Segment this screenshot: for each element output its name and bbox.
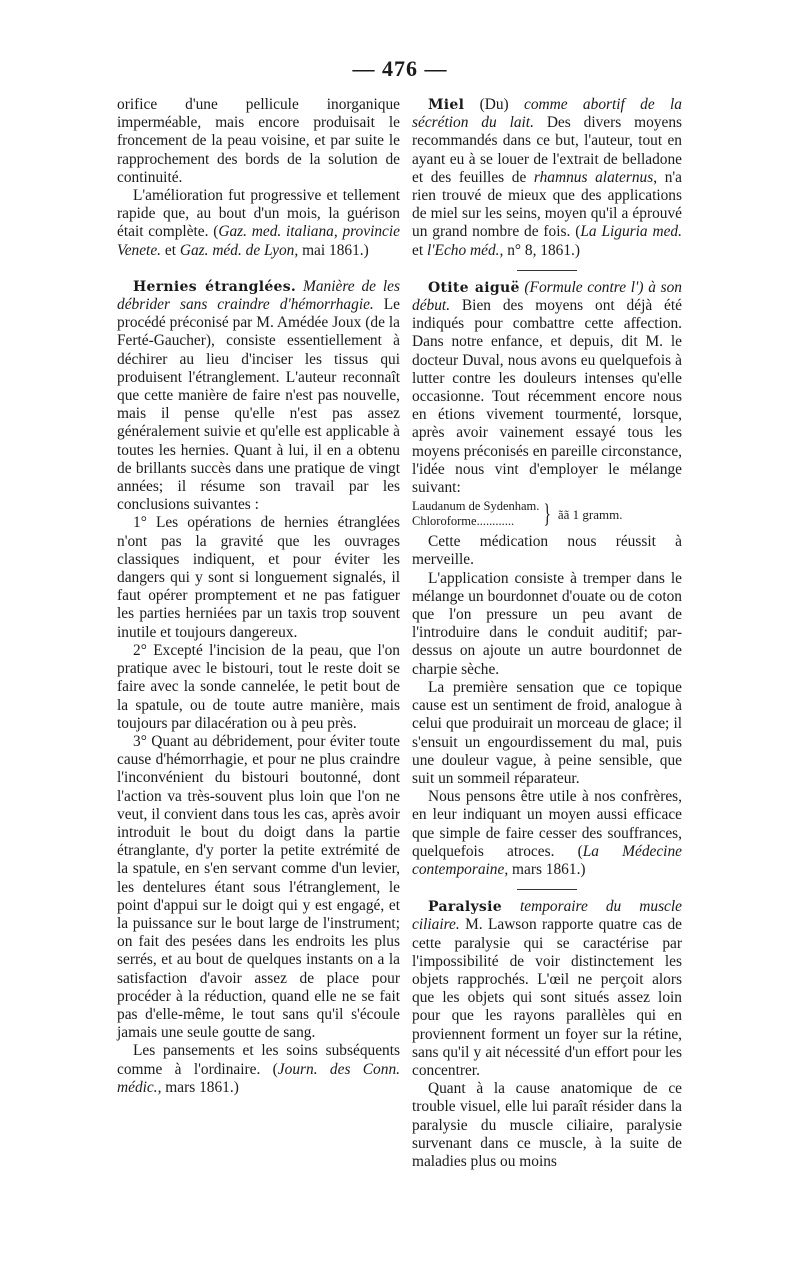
- heading-otite: Otite aiguë: [428, 279, 520, 296]
- paragraph-medication: Cette médication nous réussit à merveille.: [412, 533, 682, 569]
- conclusion-4: Les pansements et les soins subséquents comme à l'ordinaire. (Journ. des Conn. médic., mars 1861.): [117, 1042, 400, 1096]
- conclusion-1: 1° Les opérations de hernies étranglées n'ont pas la gravité que les ouvrages classiques indiquent, et pour éviter les dangers qui y sont si longuement signalés, il faut opérer promptement et ne pas fatiguer les parties herniées par un taxis trop souvent inutile et toujours dangereux.: [117, 514, 400, 641]
- paragraph-continuation: orifice d'une pellicule inorganique imperméable, mais encore produisait le froncement de la peau voisine, et par suite le rapprochement des bords de la solution de continuité.: [117, 96, 400, 186]
- prescription-formula: [412, 499, 682, 529]
- paragraph-amelioration: L'amélioration fut progressive et tellement rapide que, au bout d'un mois, la guérison était complète. (Gaz. med. italiana, provincie Venete. et Gaz. méd. de Lyon, mai 1861.): [117, 187, 400, 259]
- paragraph-conclusion: Nous pensons être utile à nos confrères, en leur indiquant un moyen aussi efficace que simple de faire cesser des souffrances, quelquefois atroces. (La Médecine contemporaine, mars 1861.): [412, 788, 682, 878]
- conclusion-3: 3° Quant au débridement, pour éviter toute cause d'hémorrhagie, et pour ne plus craindre l'inconvénient du bistouri boutonné, dont l'action va très-souvent plus loin que l'on ne veut, il convient dans tous les cas, après avoir introduit le bout du doigt dans la partie étranglante, d'y porter la petite extrémité de la spatule, en s'en servant comme d'un levier, les dentelures étant sous l'étranglement, le point d'appui sur le doigt qui y est engagé, et la puissance sur le bout large de l'instrument; on fait des pesées dans les endroits les plus serrés, et au bout de quelques instants on a la satisfaction d'avoir assez de place pour procéder à la réduction, quand elle ne se fait pas d'elle-même, le tout sans qu'il s'écoule jamais une seule goutte de sang.: [117, 732, 400, 1042]
- article-paralysie: Paralysie temporaire du muscle ciliaire. M. Lawson rapporte quatre cas de cette paralysie qui se caractérise par l'impossibilité de voir distinctement les objets rapprochés. L'œil ne perçoit alors que les objets qui sont situés assez loin pour que les rayons parallèles qui en proviennent forment un foyer sur la rétine, sans qu'il y ait nécessité d'un effort pour les concentrer.: [412, 898, 682, 1079]
- formula-item-laudanum: Laudanum de Sydenham.: [412, 499, 540, 514]
- left-column: [117, 96, 400, 1097]
- brace-symbol: }: [543, 499, 552, 529]
- formula-dose: ãã 1 gramm.: [557, 506, 623, 522]
- conclusion-2: 2° Excepté l'incision de la peau, que l'on pratique avec le bistouri, tout le reste doit se faire avec la sonde cannelée, le petit bout de la spatule, ou de toute autre manière, mais toujours par dilacération ou à peu près.: [117, 641, 400, 732]
- separator-rule: [517, 270, 577, 271]
- formula-item-chloroforme: Chloroforme............: [412, 514, 515, 529]
- separator-rule-2: [517, 889, 577, 890]
- paragraph-sensation: La première sensation que ce topique cause est un sentiment de froid, analogue à celui que produirait un morceau de glace; il s'ensuit un engourdissement du mal, puis une douleur vague, à peine sensible, que suit un sommeil réparateur.: [412, 678, 682, 787]
- heading-hernies: Hernies étranglées.: [133, 278, 297, 295]
- paragraph-application: L'application consiste à tremper dans le mélange un bourdonnet d'ouate ou de coton que l'on pressure un peu avant de l'introduire dans le conduit auditif; par-dessus on ajoute un autre bourdonnet de charpie sèche.: [412, 569, 682, 678]
- article-hernies: Hernies étranglées. Manière de les débrider sans craindre d'hémorrhagie. Le procédé préconisé par M. Amédée Joux (de la Ferté-Gaucher), consiste essentiellement à déchirer au lieu d'inciser les tissus qui produisent l'étranglement. L'auteur reconnaît que cette manière de faire n'est pas nouvelle, mais il pense qu'elle n'est pas assez généralement suivie et qu'elle est applicable à toutes les hernies. Quant à lui, il en a obtenu de brillants succès dans une pratique de vingt années; il résume son travail par les conclusions suivantes :: [117, 277, 400, 514]
- heading-miel: Miel: [428, 97, 465, 113]
- heading-paralysie: Paralysie: [428, 899, 502, 916]
- article-otite: Otite aiguë (Formule contre l') à son début. Bien des moyens ont déjà été indiqués pour combattre cette affection. Dans notre enfance, et depuis, dit M. le docteur Duval, nous avons eu quelquefois à lutter contre les douleurs intenses qu'elle occasionne. Tout récemment encore nous en étions vivement tourmenté, lorsque, après avoir vainement essayé tous les moyens préconisés en pareille circonstance, l'idée nous vint d'employer le mélange suivant:: [412, 278, 682, 497]
- article-miel: Miel (Du) comme abortif de la sécrétion du lait. Des divers moyens recommandés dans ce but, l'auteur, tout en ayant eu à se louer de l'extrait de belladone et des feuilles de rhamnus alaternus, n'a rien trouvé de mieux que des applications de miel sur les seins, moyen qu'il a éprouvé un grand nombre de fois. (La Liguria med. et l'Echo méd., n° 8, 1861.): [412, 96, 683, 259]
- paragraph-cause: Quant à la cause anatomique de ce trouble visuel, elle lui paraît résider dans la paralysie du muscle ciliaire, paralysie survenant dans ce muscle, à la suite de maladies plus ou moins: [412, 1080, 682, 1170]
- page-number: — 476 —: [352, 56, 448, 81]
- right-column: [412, 96, 682, 1171]
